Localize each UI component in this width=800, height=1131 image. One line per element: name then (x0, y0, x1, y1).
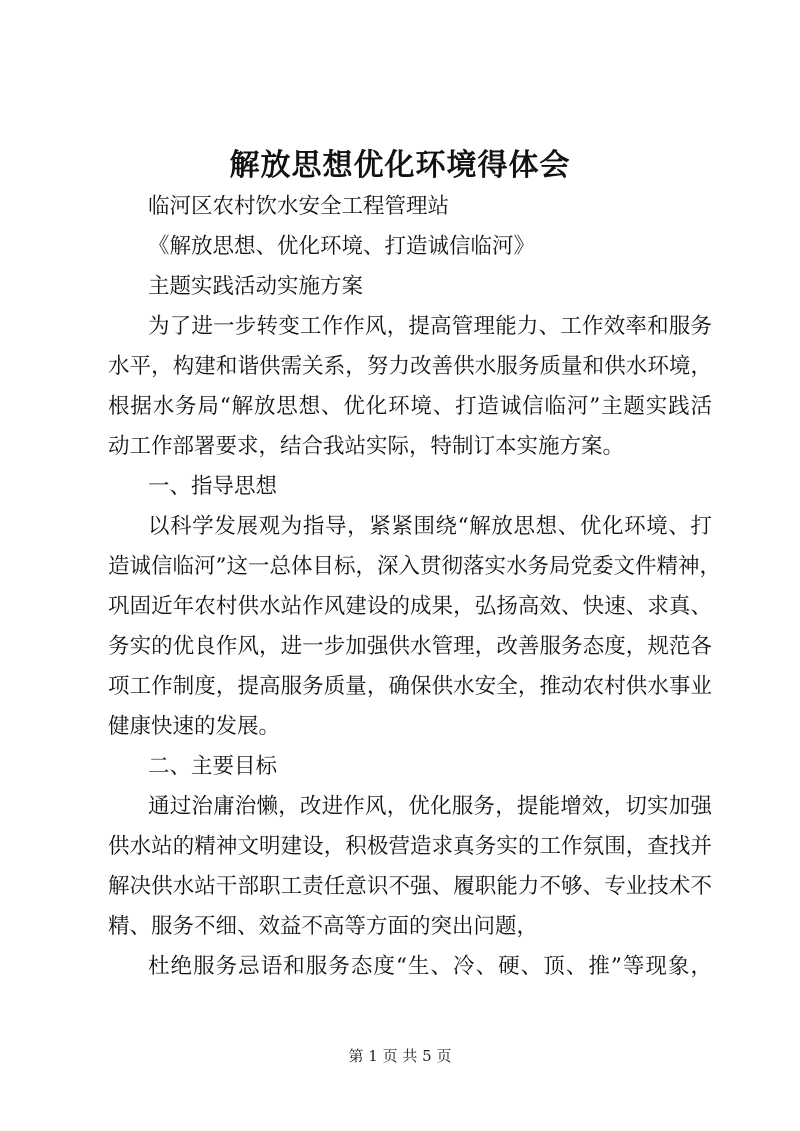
text-line: 根据水务局“解放思想、优化环境、打造诚信临河”主题实践活 (108, 394, 712, 419)
page-number-footer: 第 1 页 共 5 页 (348, 1047, 452, 1065)
text-line: 为了进一步转变工作作风，提高管理能力、工作效率和服务 (148, 314, 712, 339)
text-line: 杜绝服务忌语和服务态度“生、冷、硬、顶、推”等现象， (148, 954, 712, 979)
text-line: 动工作部署要求，结合我站实际，特制订本实施方案。 (108, 434, 625, 459)
document-title: 解放思想优化环境得体会 (229, 148, 571, 183)
text-line: 临河区农村饮水安全工程管理站 (148, 194, 450, 219)
text-line: 供水站的精神文明建设，积极营造求真务实的工作氛围，查找并 (108, 834, 712, 859)
text-line: 主题实践活动实施方案 (148, 274, 364, 299)
text-line: 二、主要目标 (148, 754, 278, 779)
text-line: 巩固近年农村供水站作风建设的成果，弘扬高效、快速、求真、 (108, 594, 712, 619)
text-line: 健康快速的发展。 (108, 714, 281, 739)
text-line: 以科学发展观为指导，紧紧围绕“解放思想、优化环境、打 (148, 514, 712, 539)
text-line: 精、服务不细、效益不高等方面的突出问题， (108, 914, 539, 939)
text-line: 项工作制度，提高服务质量，确保供水安全，推动农村供水事业 (108, 674, 712, 699)
text-line: 一、指导思想 (148, 474, 278, 499)
text-line: 《解放思想、优化环境、打造诚信临河》 (148, 234, 536, 259)
text-line: 造诚信临河”这一总体目标，深入贯彻落实水务局党委文件精神， (108, 554, 721, 579)
text-line: 解决供水站干部职工责任意识不强、履职能力不够、专业技术不 (108, 874, 712, 899)
text-line: 务实的优良作风，进一步加强供水管理，改善服务态度，规范各 (108, 634, 712, 659)
text-line: 水平，构建和谐供需关系，努力改善供水服务质量和供水环境， (108, 354, 712, 379)
document-body (108, 187, 721, 987)
text-line: 通过治庸治懒，改进作风，优化服务，提能增效，切实加强 (148, 794, 712, 819)
